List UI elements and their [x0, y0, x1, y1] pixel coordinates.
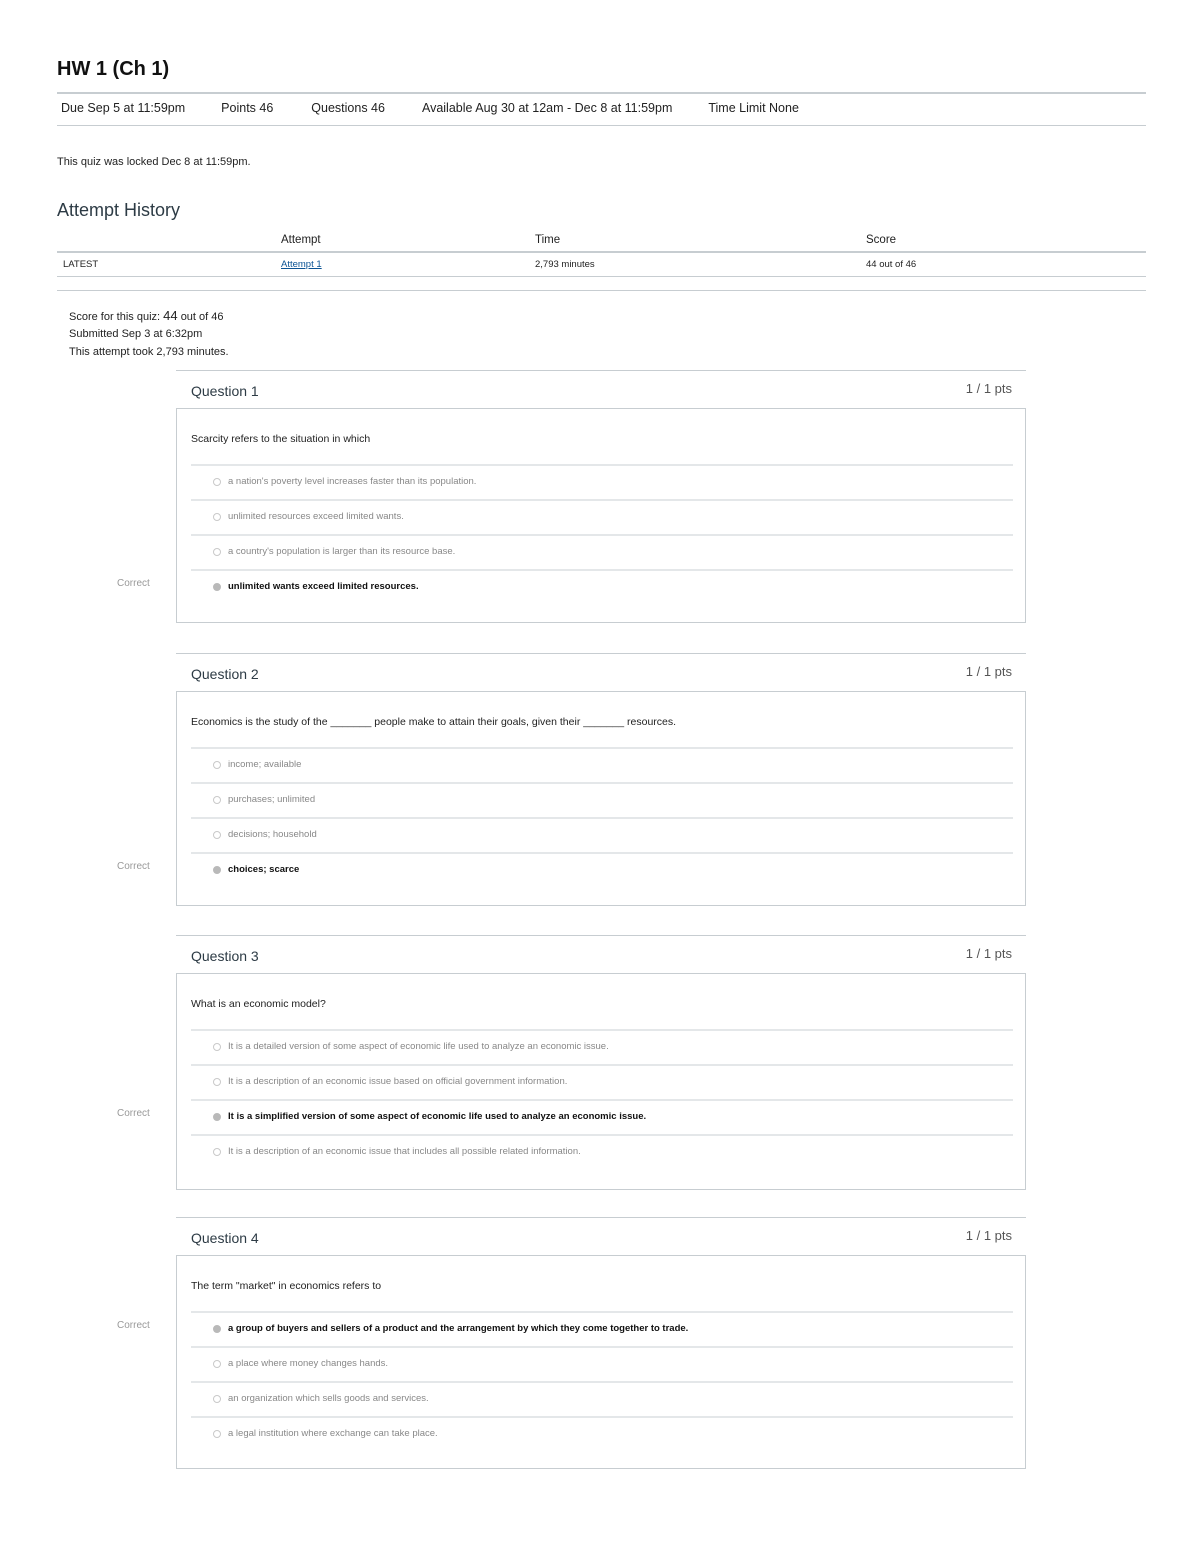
answer-divider	[191, 817, 1013, 819]
attempt-history-title: Attempt History	[57, 200, 181, 220]
attempt-time: 2,793 minutes	[535, 259, 595, 270]
answer-text: a place where money changes hands.	[228, 1358, 389, 1369]
radio-selected-icon[interactable]	[213, 866, 221, 874]
answer-text: It is a description of an economic issue that includes all possible related information.	[228, 1146, 581, 1157]
question-header-line	[176, 935, 1026, 936]
answer-divider	[191, 464, 1013, 466]
answer-option[interactable]	[213, 759, 301, 770]
column-header-attempt: Attempt	[281, 234, 321, 246]
radio-empty-icon[interactable]	[213, 548, 221, 556]
answer-text: purchases; unlimited	[228, 794, 316, 805]
correct-label: Correct	[117, 1320, 150, 1331]
answer-option[interactable]	[213, 1358, 388, 1369]
answer-option[interactable]	[213, 1323, 688, 1334]
question-title: Question 3	[191, 948, 259, 964]
answer-divider	[191, 1134, 1013, 1136]
radio-empty-icon[interactable]	[213, 1360, 221, 1368]
answer-text: an organization which sells goods and services.	[228, 1393, 429, 1404]
question-header-line	[176, 370, 1026, 371]
question-text: What is an economic model?	[191, 998, 326, 1010]
meta-divider	[57, 125, 1146, 126]
submitted-time: Submitted Sep 3 at 6:32pm	[69, 328, 203, 340]
radio-empty-icon[interactable]	[213, 1148, 221, 1156]
attempt-table-header-divider	[57, 251, 1146, 253]
answer-divider	[191, 534, 1013, 536]
radio-empty-icon[interactable]	[213, 1430, 221, 1438]
answer-text: unlimited resources exceed limited wants.	[228, 511, 404, 522]
time-limit: Time Limit None	[708, 101, 799, 115]
question-points: 1 / 1 pts	[965, 1228, 1012, 1243]
question-points: 1 / 1 pts	[965, 664, 1012, 679]
answer-divider	[191, 747, 1013, 749]
radio-empty-icon[interactable]	[213, 761, 221, 769]
attempt-row-divider	[57, 276, 1146, 277]
lock-notice: This quiz was locked Dec 8 at 11:59pm.	[57, 156, 251, 168]
question-title: Question 4	[191, 1230, 259, 1246]
radio-selected-icon[interactable]	[213, 583, 221, 591]
question-text: Scarcity refers to the situation in which	[191, 433, 371, 445]
answer-option[interactable]	[213, 1041, 609, 1052]
answer-text: a country's population is larger than its resource base.	[228, 546, 456, 557]
answer-divider	[191, 1064, 1013, 1066]
question-box	[176, 1255, 1026, 1469]
answer-option[interactable]	[213, 794, 315, 805]
question-count: Questions 46	[311, 101, 385, 115]
answer-divider	[191, 852, 1013, 854]
answer-option[interactable]	[213, 829, 317, 840]
column-header-score: Score	[866, 234, 897, 246]
radio-empty-icon[interactable]	[213, 1395, 221, 1403]
answer-option[interactable]	[213, 581, 419, 592]
radio-empty-icon[interactable]	[213, 796, 221, 804]
answer-text: income; available	[228, 759, 302, 770]
question-box	[176, 408, 1026, 623]
section-divider	[57, 290, 1146, 291]
answer-option[interactable]	[213, 511, 404, 522]
question-title: Question 2	[191, 666, 259, 682]
question-title: Question 1	[191, 383, 259, 399]
question-points: 1 / 1 pts	[965, 381, 1012, 396]
points: Points 46	[221, 101, 274, 115]
attempt-score: 44 out of 46	[866, 259, 917, 270]
answer-text: It is a description of an economic issue based on official government information.	[228, 1076, 568, 1087]
answer-option[interactable]	[213, 864, 299, 875]
attempt-1-link[interactable]: Attempt 1	[281, 259, 322, 270]
radio-empty-icon[interactable]	[213, 478, 221, 486]
question-header-line	[176, 653, 1026, 654]
answer-text: unlimited wants exceed limited resources.	[228, 581, 419, 592]
answer-option[interactable]	[213, 1146, 581, 1157]
radio-selected-icon[interactable]	[213, 1113, 221, 1121]
radio-empty-icon[interactable]	[213, 513, 221, 521]
radio-empty-icon[interactable]	[213, 831, 221, 839]
question-box	[176, 973, 1026, 1190]
answer-text: a group of buyers and sellers of a product and the arrangement by which they come together to trade.	[228, 1323, 689, 1334]
answer-divider	[191, 1416, 1013, 1418]
answer-divider	[191, 499, 1013, 501]
answer-divider	[191, 1099, 1013, 1101]
radio-selected-icon[interactable]	[213, 1325, 221, 1333]
answer-divider	[191, 1029, 1013, 1031]
quiz-title: HW 1 (Ch 1)	[57, 58, 170, 80]
due-date: Due Sep 5 at 11:59pm	[61, 101, 186, 115]
question-text: Economics is the study of the _______ people make to attain their goals, given their _______ resources.	[191, 716, 677, 728]
correct-label: Correct	[117, 861, 150, 872]
quiz-score: Score for this quiz: 44 out of 46	[69, 308, 224, 323]
answer-divider	[191, 1381, 1013, 1383]
answer-text: It is a detailed version of some aspect of economic life used to analyze an economic issue.	[228, 1041, 609, 1052]
answer-option[interactable]	[213, 1076, 567, 1087]
answer-option[interactable]	[213, 1428, 438, 1439]
answer-text: decisions; household	[228, 829, 317, 840]
title-divider	[57, 92, 1146, 94]
answer-text: a legal institution where exchange can take place.	[228, 1428, 438, 1439]
question-text: The term "market" in economics refers to	[191, 1280, 382, 1292]
attempt-duration: This attempt took 2,793 minutes.	[69, 346, 229, 358]
answer-text: choices; scarce	[228, 864, 300, 875]
answer-divider	[191, 1311, 1013, 1313]
answer-option[interactable]	[213, 546, 455, 557]
question-header-line	[176, 1217, 1026, 1218]
answer-divider	[191, 782, 1013, 784]
answer-option[interactable]	[213, 476, 476, 487]
answer-option[interactable]	[213, 1111, 646, 1122]
answer-text: a nation's poverty level increases faster than its population.	[228, 476, 477, 487]
column-header-time: Time	[535, 234, 561, 246]
score-value: 44	[163, 308, 178, 323]
radio-empty-icon[interactable]	[213, 1043, 221, 1051]
quiz-meta-bar	[57, 101, 1146, 115]
radio-empty-icon[interactable]	[213, 1078, 221, 1086]
question-points: 1 / 1 pts	[965, 946, 1012, 961]
availability: Available Aug 30 at 12am - Dec 8 at 11:59pm	[421, 101, 673, 115]
correct-label: Correct	[117, 1108, 150, 1119]
answer-divider	[191, 569, 1013, 571]
answer-option[interactable]	[213, 1393, 429, 1404]
question-box	[176, 691, 1026, 906]
answer-text: It is a simplified version of some aspect of economic life used to analyze an economic issue.	[228, 1111, 647, 1122]
answer-divider	[191, 1346, 1013, 1348]
latest-label: LATEST	[63, 259, 99, 270]
correct-label: Correct	[117, 578, 150, 589]
